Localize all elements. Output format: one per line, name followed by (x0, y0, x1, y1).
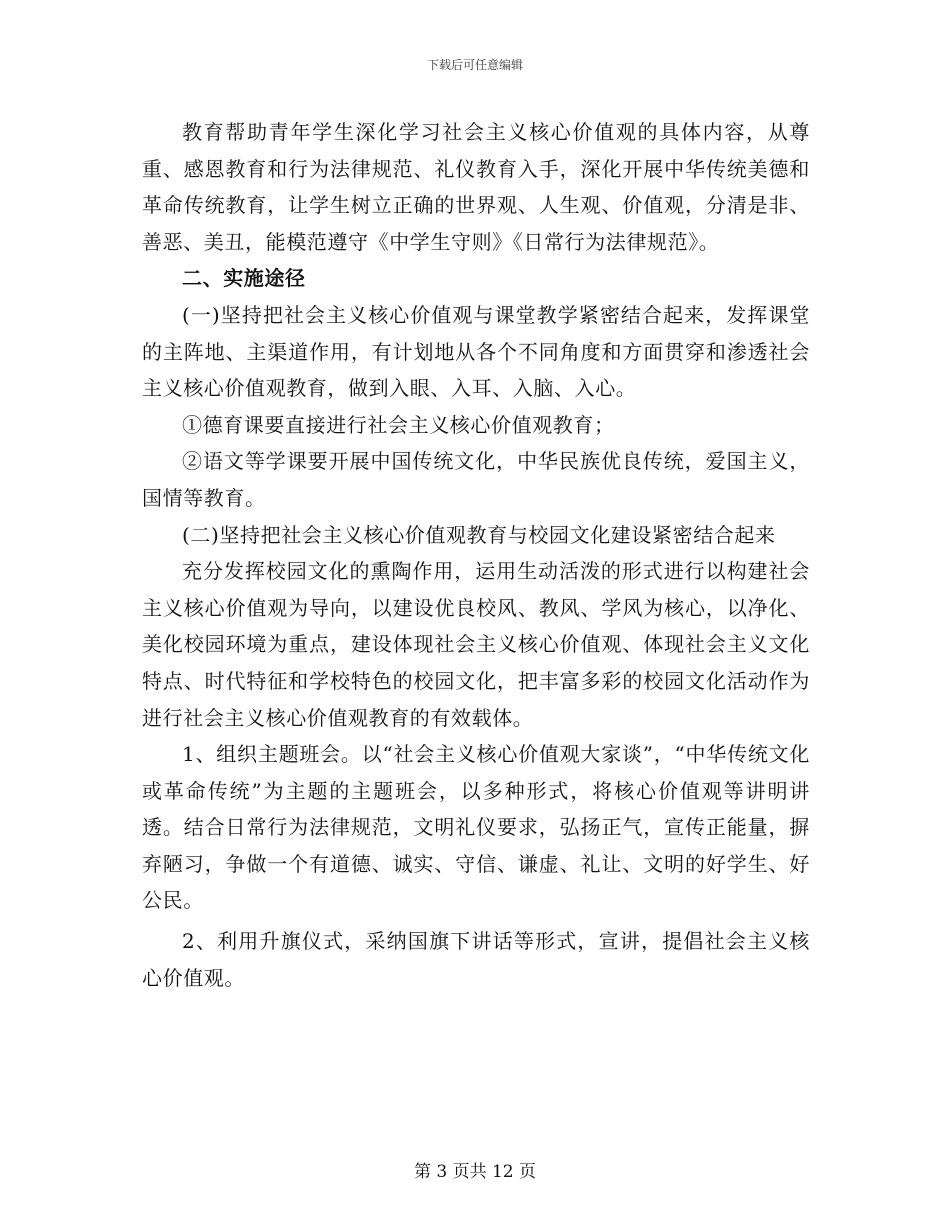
paragraph-culture: 充分发挥校园文化的熏陶作用，运用生动活泼的形式进行以构建社会主义核心价值观为导向，以建设优良校风、教风、学风为核心，以净化、美化校园环境为重点，建设体现社会主义核心价值观、体现社会主义文化特点、时代特征和学校特色的校园文化，把丰富多彩的校园文化活动作为进行社会主义核心价值观教育的有效载体。 (142, 559, 810, 730)
paragraph-point-1: 1、组织主题班会。以“社会主义核心价值观大家谈”，“中华传统文化或革命传统”为主题的主题班会，以多种形式，将核心价值观等讲明讲透。结合日常行为法律规范，文明礼仪要求，弘扬正气，宣传正能量，摒弃陋习，争做一个有道德、诚实、守信、谦虚、礼让、文明的好学生、好公民。 (142, 742, 810, 913)
section-heading: 二、实施途径 (182, 266, 306, 291)
document-body (142, 114, 810, 996)
paragraph-item-2: (二)坚持把社会主义核心价值观教育与校园文化建设紧密结合起来 (182, 522, 776, 547)
paragraph-sub-2: ②语文等学课要开展中国传统文化，中华民族优良传统，爱国主义，国情等教育。 (142, 449, 810, 510)
paragraph-item-1: (一)坚持把社会主义核心价值观与课堂教学紧密结合起来，发挥课堂的主阵地、主渠道作用，有计划地从各个不同角度和方面贯穿和渗透社会主义核心价值观教育，做到入眼、入耳、入脑、入心。 (142, 302, 810, 401)
paragraph-sub-1: ①德育课要直接进行社会主义核心价值观教育； (182, 412, 615, 437)
page-footer: 第 3 页共 12 页 (413, 1162, 537, 1182)
paragraph-point-2: 2、利用升旗仪式，采纳国旗下讲话等形式，宣讲，提倡社会主义核心价值观。 (142, 929, 810, 990)
header-note: 下载后可任意编辑 (426, 58, 523, 72)
paragraph-intro: 教育帮助青年学生深化学习社会主义核心价值观的具体内容，从尊重、感恩教育和行为法律规范、礼仪教育入手，深化开展中华传统美德和革命传统教育，让学生树立正确的世界观、人生观、价值观，分清是非、善恶、美丑，能模范遵守《中学生守则》《日常行为法律规范》。 (142, 120, 810, 254)
